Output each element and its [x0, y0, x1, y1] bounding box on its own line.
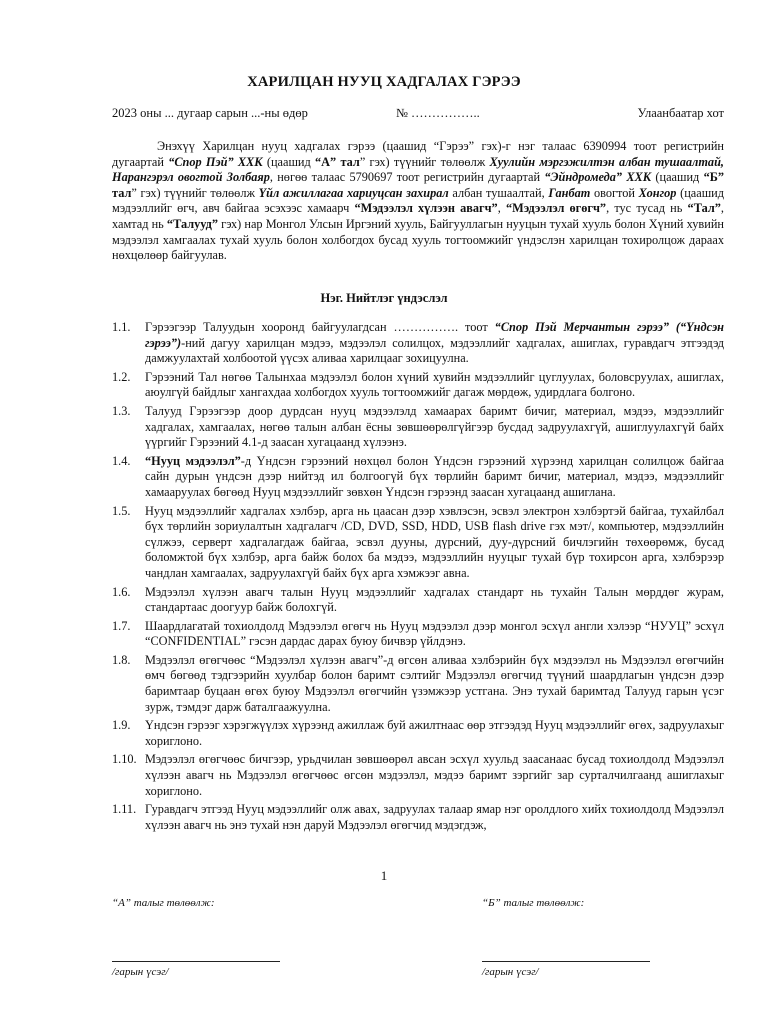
- intro-text-run: “А” тал: [315, 154, 360, 169]
- clause-item: [112, 404, 724, 451]
- intro-text-run: “Б” тал: [112, 170, 725, 200]
- intro-text-run: , нөгөө талаас 5790697 тоот регистрийн дугаартай: [269, 170, 545, 185]
- clause-text-run: -ний дагуу харилцан мэдээ, мэдээлэл солилцох, мэдээллийг хадгалах, ашиглах, гуравдагч этгээдэд дамжуулахтай холбоотой үүсэх аливаа харилцааг зохицуулна.: [145, 335, 724, 366]
- intro-text-run: “Мэдээлэл хүлээн авагч”: [354, 201, 498, 216]
- clause-text: [145, 619, 724, 649]
- intro-text-run: Ганбат: [548, 185, 591, 200]
- clause-number: 1.5.: [112, 503, 131, 518]
- intro-text-run: “Мэдээлэл өгөгч”: [505, 201, 607, 216]
- clause-text: [145, 718, 724, 748]
- signature-caption-a: /гарын үсэг/: [112, 966, 169, 978]
- intro-text-run: Хонгор: [638, 185, 677, 200]
- clause-number: 1.6.: [112, 584, 131, 599]
- signature-caption-b: /гарын үсэг/: [482, 966, 539, 978]
- intro-text-run: “Талууд”: [166, 216, 219, 231]
- clause-text-run: Мэдээлэл өгөгчөөс бичгээр, урьдчилан зөвшөөрөл авсан эсхүл хуульд заасанаас бусад тохиолдолд Мэдээлэл хүлээн авагч нь Мэдээлэл өгөгчөөс өгсөн мэдээлэл, мэдээ баримт зэргийг зар сурталчилгаанд ашиглахыг хориглоно.: [145, 752, 724, 798]
- intro-paragraph: [112, 139, 724, 264]
- intro-text-run: ,: [497, 201, 506, 216]
- intro-text-run: “Эйндромеда” ХХК: [544, 170, 652, 185]
- clause-text: [145, 454, 724, 499]
- clause-item: [112, 454, 724, 501]
- clause-number: 1.8.: [112, 652, 131, 667]
- clause-number: 1.3.: [112, 403, 131, 418]
- page-number: 1: [380, 868, 388, 883]
- clause-item: [112, 370, 724, 401]
- clause-text-run: Үндсэн гэрээг хэрэгжүүлэх хүрээнд ажиллаж буй ажилтнаас өөр этгээдэд Нууц мэдээллийг өгөх, задруулахыг хориглоно.: [145, 718, 724, 748]
- intro-text-run: ” гэх) түүнийг төлөөлж: [131, 185, 259, 200]
- signature-line-a: [112, 961, 280, 962]
- clause-item: [112, 585, 724, 616]
- intro-text-run: Үйл ажиллагаа хариуцсан захирал: [258, 185, 449, 200]
- clause-item: [112, 320, 724, 367]
- clause-item: [112, 718, 724, 749]
- intro-text-run: албан тушаалтай,: [448, 185, 549, 200]
- document-meta-row: [112, 106, 724, 124]
- clause-text: [145, 404, 724, 449]
- clause-text: [145, 585, 724, 615]
- clause-item: [112, 653, 724, 715]
- intro-text-run: (цаашид: [262, 154, 316, 169]
- clause-text: [145, 653, 724, 714]
- intro-text-run: , хамтад нь: [112, 201, 724, 231]
- clause-item: [112, 752, 724, 799]
- clause-text: [145, 504, 724, 580]
- intro-text-run: гэх) нар Монгол Улсын Иргэний хууль, Байгууллагын нууцын тухай хууль болон Хүний хувийн мэдээлэл хамгаалах тухай хууль болон холбогдох бусад хууль тогтоомжийг үндэслэн харилцан тохиролцож дараах нөхцөлөөр байгуулав.: [112, 216, 724, 263]
- intro-text-run: “Тал”: [687, 201, 721, 216]
- clause-number: 1.1.: [112, 320, 131, 334]
- clause-list: [112, 320, 724, 836]
- signature-label-a: “А” талыг төлөөлж:: [112, 897, 215, 909]
- signature-line-b: [482, 961, 650, 962]
- clause-text-run: “Нууц мэдээлэл”: [145, 453, 241, 468]
- clause-text: [145, 752, 724, 797]
- clause-text-run: “Спор Пэй Мерчантын гэрээ” (“Үндсэн гэрээ”): [145, 320, 724, 350]
- signature-block-b: [482, 897, 742, 978]
- section-title: Нэг. Нийтлэг үндэслэл: [320, 291, 448, 305]
- clause-number: 1.10.: [112, 752, 137, 767]
- clause-item: [112, 619, 724, 650]
- clause-number: 1.2.: [112, 369, 131, 384]
- clause-text-run: Мэдээлэл хүлээн авагч талын Нууц мэдээллийг хадгалах стандарт нь тухайн Талын мөрддөг журам, стандартаас доогуур байж болохгүй.: [145, 584, 724, 615]
- clause-text-run: Гуравдагч этгээд Нууц мэдээллийг олж авах, задруулах талаар ямар нэг оролдлого хийх тохиолдолд Мэдээлэл хүлээн авагч нь энэ тухай нэн даруй Мэдээлэл өгөгчид мэдэгдэж,: [145, 802, 724, 832]
- contract-city: Улаанбаатар хот: [637, 106, 724, 120]
- signature-block-a: [112, 897, 372, 978]
- clause-text-run: -д Үндсэн гэрээний нөхцөл болон Үндсэн гэрээний хүрээнд харилцан солилцож байгаа сайн дурын үндсэн дээр нийтэд ил болгоогүй бүх төрлийн баримт бичиг, материал, мэдээ, мэдээллийг хамааруулах бөгөөд Нууц мэдээллийг зөвхөн Үндсэн гэрээнд заасан хугацаанд ашиглана.: [145, 453, 724, 499]
- clause-number: 1.7.: [112, 618, 131, 633]
- intro-text-run: Энэхүү Харилцан нууц хадгалах гэрээ (цаашид “Гэрээ” гэх)-г нэг талаас 6390994 тоот регистрийн дугаартай: [112, 139, 724, 169]
- clause-text-run: Мэдээлэл өгөгчөөс “Мэдээлэл хүлээн авагч”-д өгсөн аливаа хэлбэрийн бүх мэдээлэл нь Мэдээлэл өгөгчийн өмч бөгөөд тэдгээрийн хуулбар болон баримт сэлтийг Мэдээлэл өгөгчид түүний шаардлагын үндсэн дээр баримтаар буцаан өгөх буюу Мэдээлэл өгөгчийн үзэмжээр устгана. Энэ тухай баримтад Талууд гарын үсэг зурж, тэмдэг дарж баталгаажуулна.: [145, 652, 724, 714]
- clause-number: 1.11.: [112, 802, 137, 817]
- intro-text-run: овогтой: [590, 185, 639, 200]
- intro-text-run: , тус тусад нь: [606, 201, 688, 216]
- clause-text: [145, 320, 724, 365]
- intro-text-run: (цаашид мэдээллийг өгч, авч байгаа эсэхээс хамаарч: [112, 185, 725, 216]
- contract-number: № ……………..: [396, 106, 480, 120]
- intro-text-run: Хуулийн мэргэжилтэн албан тушаалтай, Нарангэрэл овогтой Золбаяр: [112, 154, 724, 185]
- intro-text-run: (цаашид: [651, 170, 704, 185]
- clause-text-run: Гэрээгээр Талуудын хооронд байгуулагдсан ……………. тоот: [145, 320, 495, 334]
- contract-date: 2023 оны ... дугаар сарын ...-ны өдөр: [112, 106, 308, 120]
- clause-text-run: Нууц мэдээллийг хадгалах хэлбэр, арга нь цаасан дээр хэвлэсэн, эсвэл электрон хэлбэртэй байгаа, тухайлбал бүх төрлийн зориулалтын хадгалагч /CD, DVD, SSD, HDD, USB flash drive гэх мэт/, компьютер, мэдээллийн сүлжээ, серверт хадгалагдаж байгаа, эсвэл дууны, дүрсний, дуу-дүрсний бичлэгийн төхөөрөмж, бусад боломжтой бүх хэлбэр, арга байж болох ба мэдээ, мэдээллийн нууцыг тухай бүр тохирсон арга, хэлбэрээр чандлан хамгаалах, задруулахгүй байх бүх арга хэмжээг авна.: [145, 503, 724, 580]
- intro-text-run: ” гэх) түүнийг төлөөлж: [359, 154, 490, 169]
- clause-item: [112, 504, 724, 582]
- clause-number: 1.9.: [112, 718, 131, 733]
- clause-item: [112, 802, 724, 833]
- clause-text-run: Талууд Гэрээгээр доор дурдсан нууц мэдээлэлд хамаарах баримт бичиг, материал, мэдээ, мэдээллийг хадгалах, хамгаалах, нөгөө талын албан ёсны зөвшөөрөлгүйгээр бусдад задруулахгүй, ашиглуулахгүй байх үүргийг Гэрээний 4.1-д заасан хугацаанд хүлээнэ.: [145, 403, 724, 450]
- intro-text-run: “Спор Пэй” ХХК: [168, 154, 263, 169]
- signature-label-b: “Б” талыг төлөөлж:: [482, 897, 585, 909]
- clause-text-run: Гэрээний Тал нөгөө Талынхаа мэдээлэл болон хүний хувийн мэдээллийг цуглуулах, боловсруулах, ашиглах, аюулгүй байдлыг хангахдаа холбогдох хууль тогтоомжийг дагаж мөрдөж, удирдлага болгоно.: [145, 369, 724, 400]
- clause-text: [145, 370, 724, 400]
- clause-number: 1.4.: [112, 453, 131, 468]
- clause-text-run: Шаардлагатай тохиолдолд Мэдээлэл өгөгч нь Нууц мэдээлэл дээр монгол эсхүл англи хэлээр “НУУЦ” эсхүл “CONFIDENTIAL” гэсэн дардас дарах буюу бичвэр үйлдэнэ.: [145, 618, 724, 649]
- clause-text: [145, 802, 724, 832]
- document-title: ХАРИЛЦАН НУУЦ ХАДГАЛАХ ГЭРЭЭ: [247, 74, 521, 90]
